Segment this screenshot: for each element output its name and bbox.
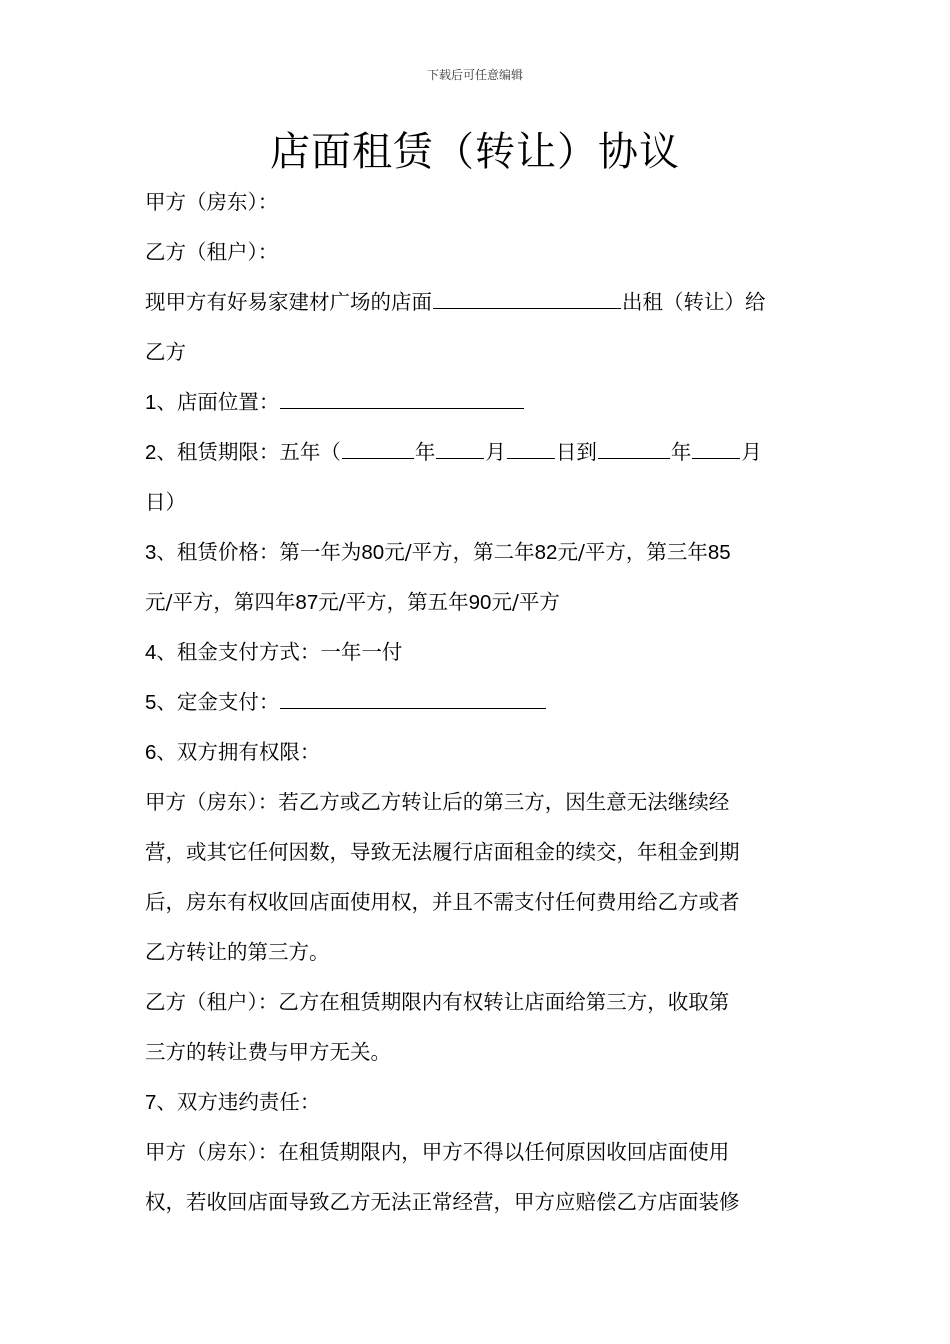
item-6-number: 6 bbox=[145, 741, 157, 764]
intro-text-1: 现甲方有好易家建材广场的店面 bbox=[145, 290, 432, 314]
item-2-day-to: 日到 bbox=[555, 440, 597, 464]
intro-line-2: 乙方 bbox=[145, 340, 186, 364]
intro-text-2: 出租（转让）给 bbox=[622, 290, 766, 314]
item-4-number: 4 bbox=[145, 641, 157, 664]
item-1-number: 1 bbox=[145, 391, 157, 414]
item-3-line-2 bbox=[145, 577, 810, 627]
rights-b-line: 乙方（租户）：乙方在租赁期限内有权转让店面给第三方，收取第 bbox=[145, 990, 730, 1014]
item-2-month-1: 月 bbox=[485, 440, 506, 464]
party-a-line: 甲方（房东）： bbox=[145, 190, 279, 214]
item-6-line bbox=[145, 727, 810, 777]
deposit-blank bbox=[280, 688, 546, 709]
item-2-line-2: 日） bbox=[145, 490, 186, 514]
price-year-5: 90 bbox=[468, 591, 492, 614]
item-5-number: 5 bbox=[145, 691, 157, 714]
item-2-line bbox=[145, 427, 810, 477]
start-month-blank bbox=[436, 438, 484, 459]
item-3-text-b: 元/平方，第二年 bbox=[384, 540, 535, 564]
price-year-1: 80 bbox=[361, 541, 385, 564]
item-3-text-d: 元/平方，第四年 bbox=[145, 590, 296, 614]
document-body bbox=[145, 177, 810, 1227]
rights-a-line: 甲方（房东）：若乙方或乙方转让后的第三方，因生意无法继续经 bbox=[145, 790, 730, 814]
item-2-month-2: 月 bbox=[741, 440, 762, 464]
item-5-text: 、定金支付： bbox=[156, 690, 280, 714]
item-3-text-e: 元/平方，第五年 bbox=[318, 590, 469, 614]
intro-line bbox=[145, 277, 810, 327]
item-2-text: 、租赁期限：五年（ bbox=[156, 440, 341, 464]
rights-a-line: 营，或其它任何因数，导致无法履行店面租金的续交，年租金到期 bbox=[145, 840, 740, 864]
price-year-2: 82 bbox=[534, 541, 558, 564]
price-year-3: 85 bbox=[707, 541, 731, 564]
end-month-blank bbox=[692, 438, 740, 459]
item-2-year-2: 年 bbox=[670, 440, 692, 464]
item-4-text: 、租金支付方式：一年一付 bbox=[156, 640, 403, 664]
item-4-line bbox=[145, 627, 810, 677]
item-3-text-a: 、租赁价格：第一年为 bbox=[156, 540, 362, 564]
item-2-number: 2 bbox=[145, 441, 157, 464]
item-7-line bbox=[145, 1077, 810, 1127]
item-6-text: 、双方拥有权限： bbox=[156, 740, 321, 764]
rights-a-line: 乙方转让的第三方。 bbox=[145, 940, 330, 964]
price-year-4: 87 bbox=[295, 591, 319, 614]
location-blank bbox=[280, 388, 524, 409]
store-blank bbox=[433, 288, 621, 309]
document-title: 店面租赁（转让）协议 bbox=[270, 129, 680, 175]
item-3-line bbox=[145, 527, 810, 577]
item-2-year-1: 年 bbox=[414, 440, 436, 464]
item-5-line bbox=[145, 677, 810, 727]
item-1-text: 、店面位置： bbox=[156, 390, 280, 414]
header-note: 下载后可任意编辑 bbox=[426, 68, 523, 82]
item-1-line bbox=[145, 377, 810, 427]
item-3-text-c: 元/平方，第三年 bbox=[557, 540, 708, 564]
party-b-line: 乙方（租户）： bbox=[145, 240, 279, 264]
start-day-blank bbox=[507, 438, 555, 459]
rights-a-line: 后，房东有权收回店面使用权，并且不需支付任何费用给乙方或者 bbox=[145, 890, 740, 914]
liability-a-line: 权，若收回店面导致乙方无法正常经营，甲方应赔偿乙方店面装修 bbox=[145, 1190, 740, 1214]
liability-a-line: 甲方（房东）：在租赁期限内，甲方不得以任何原因收回店面使用 bbox=[145, 1140, 730, 1164]
start-year-blank bbox=[342, 438, 414, 459]
item-3-text-f: 元/平方 bbox=[491, 590, 560, 614]
end-year-blank bbox=[598, 438, 670, 459]
rights-b-line: 三方的转让费与甲方无关。 bbox=[145, 1040, 391, 1064]
item-7-text: 、双方违约责任： bbox=[156, 1090, 321, 1114]
item-3-number: 3 bbox=[145, 541, 157, 564]
item-7-number: 7 bbox=[145, 1091, 157, 1114]
